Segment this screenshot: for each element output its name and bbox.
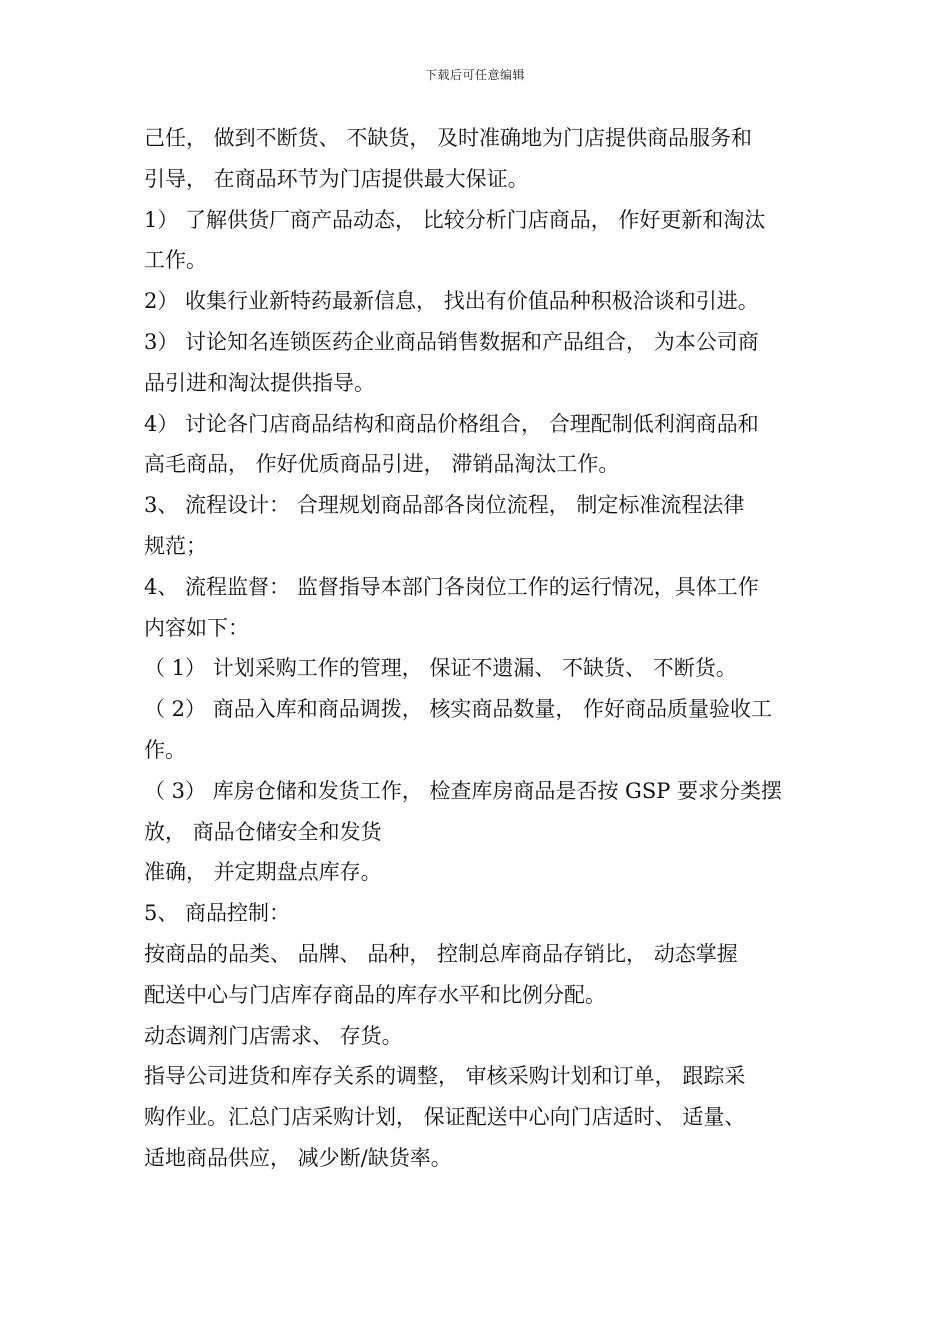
- text-line: 配送中心与门店库存商品的库存水平和比例分配。: [144, 982, 606, 1007]
- document-body: [144, 118, 809, 1179]
- text-line: 4、 流程监督： 监督指导本部门各岗位工作的运行情况，具体工作: [144, 574, 759, 599]
- text-line: 指导公司进货和库存关系的调整， 审核采购计划和订单， 跟踪采: [144, 1064, 746, 1089]
- text-line: 高毛商品， 作好优质商品引进， 滞销品淘汰工作。: [144, 452, 620, 477]
- text-line: 按商品的品类、 品牌、 品种， 控制总库商品存销比， 动态掌握: [144, 941, 738, 966]
- text-line: 放， 商品仓储安全和发货: [144, 819, 382, 844]
- text-line: （ 3） 库房仓储和发货工作， 检查库房商品是否按 GSP 要求分类摆: [144, 778, 783, 803]
- text-line: 5、 商品控制：: [144, 901, 291, 926]
- text-line: 购作业。汇总门店采购计划， 保证配送中心向门店适时、 适量、: [144, 1105, 746, 1130]
- text-line: 品引进和淘汰提供指导。: [144, 370, 375, 395]
- text-line: 引导， 在商品环节为门店提供最大保证。: [144, 166, 529, 191]
- text-line: （ 2） 商品入库和商品调拨， 核实商品数量， 作好商品质量验收工: [144, 697, 773, 722]
- text-line: 1） 了解供货厂商产品动态， 比较分析门店商品， 作好更新和淘汰: [144, 207, 766, 232]
- text-line: 工作。: [144, 248, 207, 273]
- text-line: 动态调剂门店需求、 存货。: [144, 1023, 403, 1048]
- text-line: 3） 讨论知名连锁医药企业商品销售数据和产品组合， 为本公司商: [144, 329, 759, 354]
- text-line: 2） 收集行业新特药最新信息， 找出有价值品种积极洽谈和引进。: [144, 289, 759, 314]
- text-line: 3、 流程设计： 合理规划商品部各岗位流程， 制定标准流程法律: [144, 493, 745, 518]
- page-header: 下载后可任意编辑: [424, 68, 525, 82]
- text-line: 内容如下：: [144, 615, 249, 640]
- text-line: 己任， 做到不断货、 不缺货， 及时准确地为门店提供商品服务和: [144, 126, 753, 150]
- text-line: 适地商品供应， 减少断/缺货率。: [144, 1145, 452, 1170]
- text-line: 4） 讨论各门店商品结构和商品价格组合， 合理配制低利润商品和: [144, 411, 759, 436]
- text-line: （ 1） 计划采购工作的管理， 保证不遗漏、 不缺货、 不断货。: [144, 656, 737, 681]
- text-line: 作。: [144, 737, 186, 762]
- text-line: 准确， 并定期盘点库存。: [144, 860, 382, 885]
- text-line: 规范；: [144, 533, 207, 558]
